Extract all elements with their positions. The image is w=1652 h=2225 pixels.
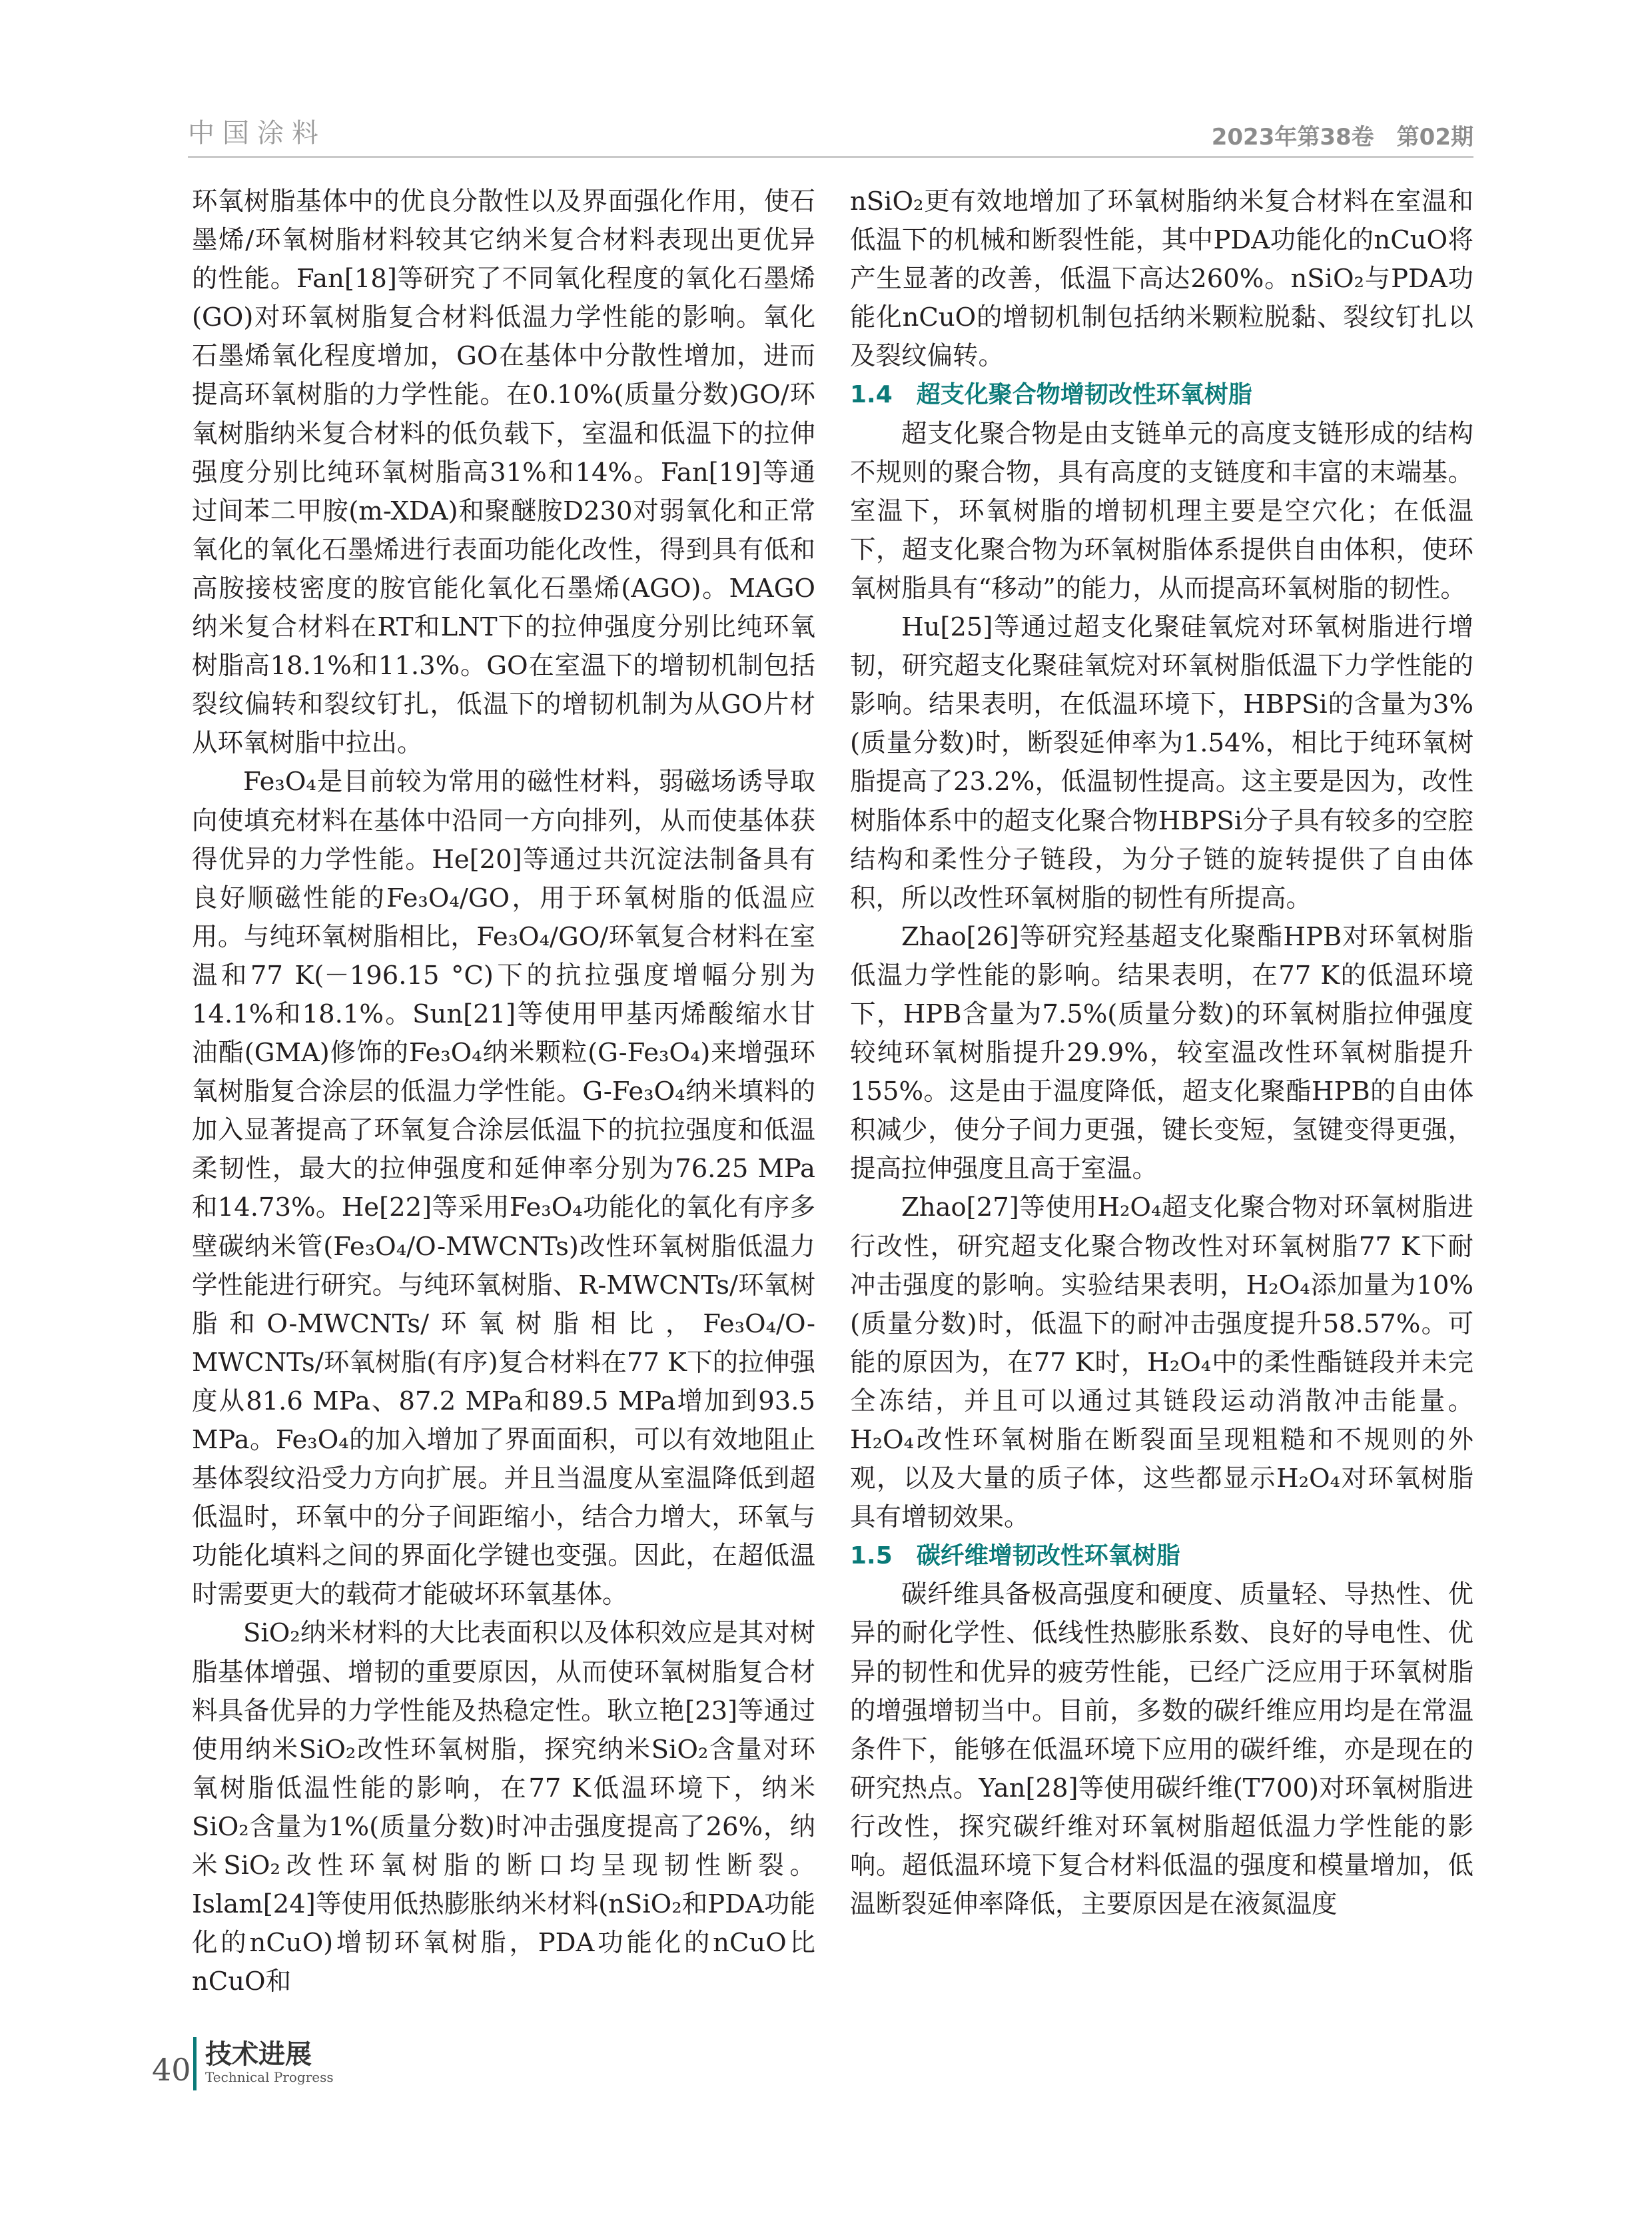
right-column (850, 183, 1473, 1924)
body-paragraph: 环氧树脂基体中的优良分散性以及界面强化作用，使石墨烯/环氧树脂材料较其它纳米复合材料表现出更优异的性能。Fan[18]等研究了不同氧化程度的氧化石墨烯(GO)对环氧树脂复合材料低温力学性能的影响。氧化石墨烯氧化程度增加，GO在基体中分散性增加，进而提高环氧树脂的力学性能。在0.10%(质量分数)GO/环氧树脂纳米复合材料的低负载下，室温和低温下的拉伸强度分别比纯环氧树脂高31%和14%。Fan[19]等通过间苯二甲胺(m-XDA)和聚醚胺D230对弱氧化和正常氧化的氧化石墨烯进行表面功能化改性，得到具有低和高胺接枝密度的胺官能化氧化石墨烯(AGO)。MAGO纳米复合材料在RT和LNT下的拉伸强度分别比纯环氧树脂高18.1%和11.3%。GO在室温下的增韧机制包括裂纹偏转和裂纹钉扎，低温下的增韧机制为从GO片材从环氧树脂中拉出。 (192, 187, 815, 759)
footer-section-title: 技术进展 (205, 2039, 312, 2070)
body-paragraph: Hu[25]等通过超支化聚硅氧烷对环氧树脂进行增韧，研究超支化聚硅氧烷对环氧树脂低温下力学性能的影响。结果表明，在低温环境下，HBPSi的含量为3%(质量分数)时，断裂延伸率为1.54%，相比于纯环氧树脂提高了23.2%，低温韧性提高。这主要是因为，改性树脂体系中的超支化聚合物HBPSi分子具有较多的空腔结构和柔性分子链段，为分子链的旋转提供了自由体积，所以改性环氧树脂的韧性有所提高。 (850, 612, 1473, 913)
body-paragraph: 超支化聚合物是由支链单元的高度支链形成的结构不规则的聚合物，具有高度的支链度和丰富的末端基。室温下，环氧树脂的增韧机理主要是空穴化；在低温下，超支化聚合物为环氧树脂体系提供自由体积，使环氧树脂具有“移动”的能力，从而提高环氧树脂的韧性。 (850, 418, 1473, 604)
body-paragraph: SiO₂纳米材料的大比表面积以及体积效应是其对树脂基体增强、增韧的重要原因，从而使环氧树脂复合材料具备优异的力学性能及热稳定性。耿立艳[23]等通过使用纳米SiO₂改性环氧树脂，探究纳米SiO₂含量对环氧树脂低温性能的影响，在77 K低温环境下，纳米SiO₂含量为1%(质量分数)时冲击强度提高了26%，纳米SiO₂改性环氧树脂的断口均呈现韧性断裂。Islam[24]等使用低热膨胀纳米材料(nSiO₂和PDA功能化的nCuO)增韧环氧树脂，PDA功能化的nCuO比nCuO和 (192, 1618, 815, 1997)
footer-accent-bar (193, 2037, 197, 2090)
body-paragraph: Zhao[27]等使用H₂O₄超支化聚合物对环氧树脂进行改性，研究超支化聚合物改性对环氧树脂77 K下耐冲击强度的影响。实验结果表明，H₂O₄添加量为10%(质量分数)时，低温下的耐冲击强度提升58.57%。可能的原因为，在77 K时，H₂O₄中的柔性酯链段并未完全冻结，并且可以通过其链段运动消散冲击能量。H₂O₄改性环氧树脂在断裂面呈现粗糙和不规则的外观，以及大量的质子体，这些都显示H₂O₄对环氧树脂具有增韧效果。 (850, 1192, 1473, 1533)
page-number: 40 (152, 2052, 191, 2088)
footer-section-subtitle: Technical Progress (205, 2069, 334, 2085)
section-heading: 1.4 超支化聚合物增韧改性环氧树脂 (850, 381, 1252, 409)
body-paragraph: Zhao[26]等研究羟基超支化聚酯HPB对环氧树脂低温力学性能的影响。结果表明，在77 K的低温环境下，HPB含量为7.5%(质量分数)的环氧树脂拉伸强度较纯环氧树脂提升29.9%，较室温改性环氧树脂提升155%。这是由于温度降低，超支化聚酯HPB的自由体积减少，使分子间力更强，键长变短，氢键变得更强，提高拉伸强度且高于室温。 (850, 921, 1473, 1184)
section-heading: 1.5 碳纤维增韧改性环氧树脂 (850, 1542, 1180, 1570)
left-column (192, 183, 815, 2001)
body-paragraph: 碳纤维具备极高强度和硬度、质量轻、导热性、优异的耐化学性、低线性热膨胀系数、良好的导电性、优异的韧性和优异的疲劳性能，已经广泛应用于环氧树脂的增强增韧当中。目前，多数的碳纤维应用均是在常温条件下，能够在低温环境下应用的碳纤维，亦是现在的研究热点。Yan[28]等使用碳纤维(T700)对环氧树脂进行改性，探究碳纤维对环氧树脂超低温力学性能的影响。超低温环境下复合材料低温的强度和模量增加，低温断裂延伸率降低，主要原因是在液氮温度 (850, 1579, 1473, 1920)
journal-name: 中国涂料 (188, 118, 326, 149)
issue-info: 2023年第38卷 第02期 (1211, 124, 1473, 151)
header-divider (188, 156, 1473, 158)
body-paragraph: Fe₃O₄是目前较为常用的磁性材料，弱磁场诱导取向使填充材料在基体中沿同一方向排列，从而使基体获得优异的力学性能。He[20]等通过共沉淀法制备具有良好顺磁性能的Fe₃O₄/GO，用于环氧树脂的低温应用。与纯环氧树脂相比，Fe₃O₄/GO/环氧复合材料在室温和77 K(－196.15 °C)下的抗拉强度增幅分别为14.1%和18.1%。Sun[21]等使用甲基丙烯酸缩水甘油酯(GMA)修饰的Fe₃O₄纳米颗粒(G-Fe₃O₄)来增强环氧树脂复合涂层的低温力学性能。G-Fe₃O₄纳米填料的加入显著提高了环氧复合涂层低温下的抗拉强度和低温柔韧性，最大的拉伸强度和延伸率分别为76.25 MPa和14.73%。He[22]等采用Fe₃O₄功能化的氧化有序多壁碳纳米管(Fe₃O₄/O-MWCNTs)改性环氧树脂低温力学性能进行研究。与纯环氧树脂、R-MWCNTs/环氧树脂和O-MWCNTs/环氧树脂相比，Fe₃O₄/O-MWCNTs/环氧树脂(有序)复合材料在77 K下的拉伸强度从81.6 MPa、87.2 MPa和89.5 MPa增加到93.5 MPa。Fe₃O₄的加入增加了界面面积，可以有效地阻止基体裂纹沿受力方向扩展。并且当温度从室温降低到超低温时，环氧中的分子间距缩小，结合力增大，环氧与功能化填料之间的界面化学键也变强。因此，在超低温时需要更大的载荷才能破坏环氧基体。 (192, 767, 815, 1610)
body-paragraph: nSiO₂更有效地增加了环氧树脂纳米复合材料在室温和低温下的机械和断裂性能，其中PDA功能化的nCuO将产生显著的改善，低温下高达260%。nSiO₂与PDA功能化nCuO的增韧机制包括纳米颗粒脱黏、裂纹钉扎以及裂纹偏转。 (850, 187, 1473, 372)
